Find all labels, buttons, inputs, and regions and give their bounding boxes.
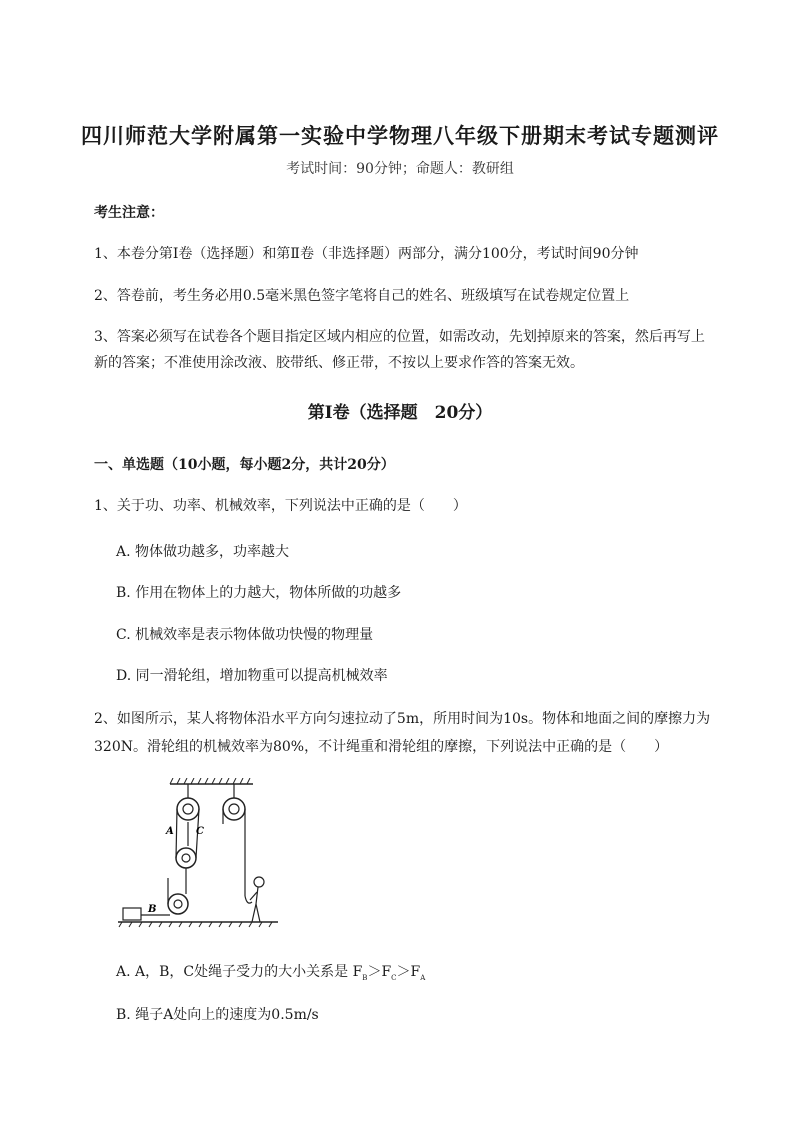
exam-info: 考试时间：90分钟；命题人：教研组 [286, 161, 514, 177]
question-2-option-b: B. 绳子A处向上的速度为0.5m/s [116, 1007, 319, 1023]
question-1-option-d: D. 同一滑轮组，增加物重可以提高机械效率 [116, 668, 388, 684]
question-1-option-a: A. 物体做功越多，功率越大 [116, 544, 290, 560]
notice-item: 2、答卷前，考生务必用0.5毫米黑色签字笔将自己的姓名、班级填写在试卷规定位置上 [94, 288, 630, 304]
section-title: 第Ⅰ卷（选择题 20分） [307, 403, 493, 423]
question-1-option-c: C. 机械效率是表示物体做功快慢的物理量 [116, 627, 374, 643]
question-2-stem: 2、如图所示，某人将物体沿水平方向匀速拉动了5m，所用时间为10s。物体和地面之间的摩擦力为320N。滑轮组的机械效率为80%，不计绳重和滑轮组的摩擦，下列说法中正确的是（ ） [94, 711, 711, 755]
pulley-diagram [118, 778, 283, 928]
label-c: C [196, 826, 204, 837]
question-1-stem: 1、关于功、功率、机械效率，下列说法中正确的是（ ） [94, 498, 467, 514]
notice-item: 1、本卷分第Ⅰ卷（选择题）和第Ⅱ卷（非选择题）两部分，满分100分，考试时间90分钟 [94, 246, 639, 262]
page-title: 四川师范大学附属第一实验中学物理八年级下册期末考试专题测评 [81, 123, 719, 148]
question-2-option-a [116, 961, 425, 982]
label-b: B [148, 904, 157, 915]
label-a: A [166, 826, 174, 837]
question-2-option-a-text: A. A，B，C处绳子受力的大小关系是 [116, 964, 349, 980]
notice-heading: 考生注意： [94, 205, 164, 221]
force-relation: $F_B>F_C>F_A$ [352, 964, 426, 982]
question-1-option-b: B. 作用在物体上的力越大，物体所做的功越多 [116, 585, 402, 601]
section-subtitle: 一、单选题（10小题，每小题2分，共计20分） [94, 457, 395, 473]
notice-item: 3、答案必须写在试卷各个题目指定区域内相应的位置，如需改动，先划掉原来的答案，然后再写上新的答案；不准使用涂改液、胶带纸、修正带，不按以上要求作答的答案无效。 [94, 329, 705, 371]
